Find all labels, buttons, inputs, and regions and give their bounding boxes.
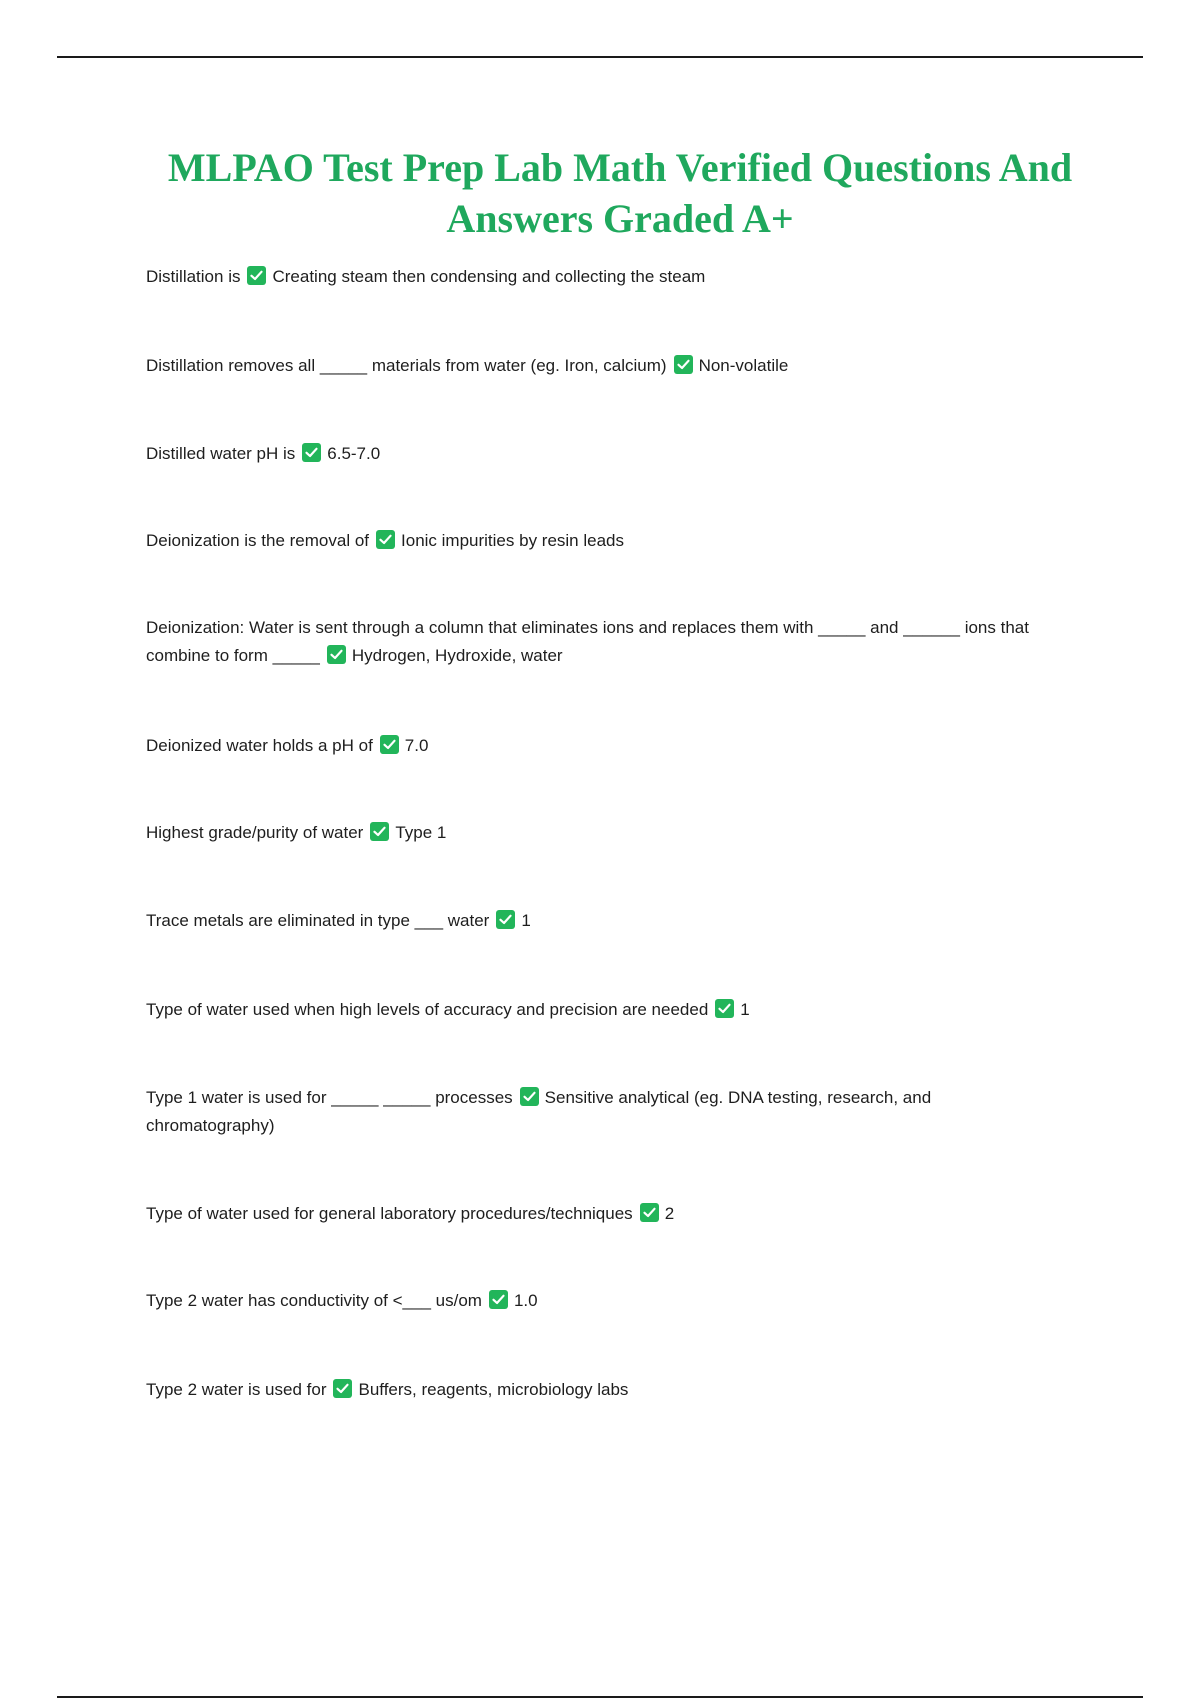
document-title: [130, 142, 1110, 244]
qa-item: [146, 996, 1096, 1024]
question-text: Deionization: Water is sent through a column that eliminates ions and replaces them with _____ and ______ ions that combine to form _____: [146, 618, 1029, 665]
question-text: Distillation removes all _____ materials from water (eg. Iron, calcium): [146, 356, 667, 375]
answer-text: Type 1: [395, 823, 447, 842]
question-text: Deionized water holds a pH of: [146, 736, 373, 755]
checkmark-icon: [333, 1379, 352, 1398]
answer-text: 2: [664, 1204, 675, 1223]
bottom-rule: [57, 1696, 1143, 1698]
question-text: Distillation is: [146, 267, 241, 286]
answer-text: 1: [521, 911, 531, 930]
qa-item: [146, 527, 1096, 555]
checkmark-icon: [376, 530, 395, 549]
checkmark-icon: [496, 910, 515, 929]
checkmark-icon: [302, 443, 321, 462]
qa-item: [146, 907, 1096, 935]
qa-item: [146, 352, 1096, 380]
answer-text: 1.0: [513, 1291, 538, 1310]
qa-item: [146, 1084, 996, 1140]
answer-text: Non-volatile: [698, 356, 789, 375]
question-text: Highest grade/purity of water: [146, 823, 364, 842]
checkmark-icon: [380, 735, 399, 754]
answer-text: 1: [740, 1000, 750, 1019]
question-text: Deionization is the removal of: [146, 531, 370, 550]
question-text: Type of water used when high levels of accuracy and precision are needed: [146, 1000, 709, 1019]
answer-text: Buffers, reagents, microbiology labs: [358, 1380, 629, 1399]
question-text: Type of water used for general laboratory procedures/techniques: [146, 1204, 633, 1223]
title-line-2: Answers Graded A+: [446, 196, 794, 241]
question-text: Trace metals are eliminated in type ___ water: [146, 911, 490, 930]
checkmark-icon: [520, 1087, 539, 1106]
answer-text: Hydrogen, Hydroxide, water: [351, 646, 563, 665]
title-line-1: MLPAO Test Prep Lab Math Verified Questions And: [167, 145, 1073, 190]
checkmark-icon: [327, 645, 346, 664]
answer-text: Ionic impurities by resin leads: [401, 531, 624, 550]
qa-item: [146, 614, 1096, 670]
checkmark-icon: [489, 1290, 508, 1309]
checkmark-icon: [247, 266, 266, 285]
qa-item: [146, 1376, 1096, 1404]
qa-item: [146, 819, 1096, 847]
question-text: Distilled water pH is: [146, 444, 296, 463]
question-text: Type 2 water is used for: [146, 1380, 327, 1399]
answer-text: Sensitive analytical (eg. DNA testing, research, and chromatography): [146, 1088, 932, 1135]
qa-item: [146, 440, 1096, 468]
answer-text: 6.5-7.0: [327, 444, 381, 463]
question-text: Type 2 water has conductivity of <___ us/om: [146, 1291, 482, 1310]
checkmark-icon: [370, 822, 389, 841]
qa-item: [146, 732, 1096, 760]
qa-item: [146, 1200, 1096, 1228]
question-text: Type 1 water is used for _____ _____ processes: [146, 1088, 513, 1107]
checkmark-icon: [640, 1203, 659, 1222]
qa-item: [146, 1287, 1096, 1315]
checkmark-icon: [715, 999, 734, 1018]
qa-item: [146, 263, 1096, 291]
answer-text: Creating steam then condensing and collecting the steam: [272, 267, 706, 286]
top-rule: [57, 56, 1143, 58]
answer-text: 7.0: [404, 736, 429, 755]
checkmark-icon: [674, 355, 693, 374]
